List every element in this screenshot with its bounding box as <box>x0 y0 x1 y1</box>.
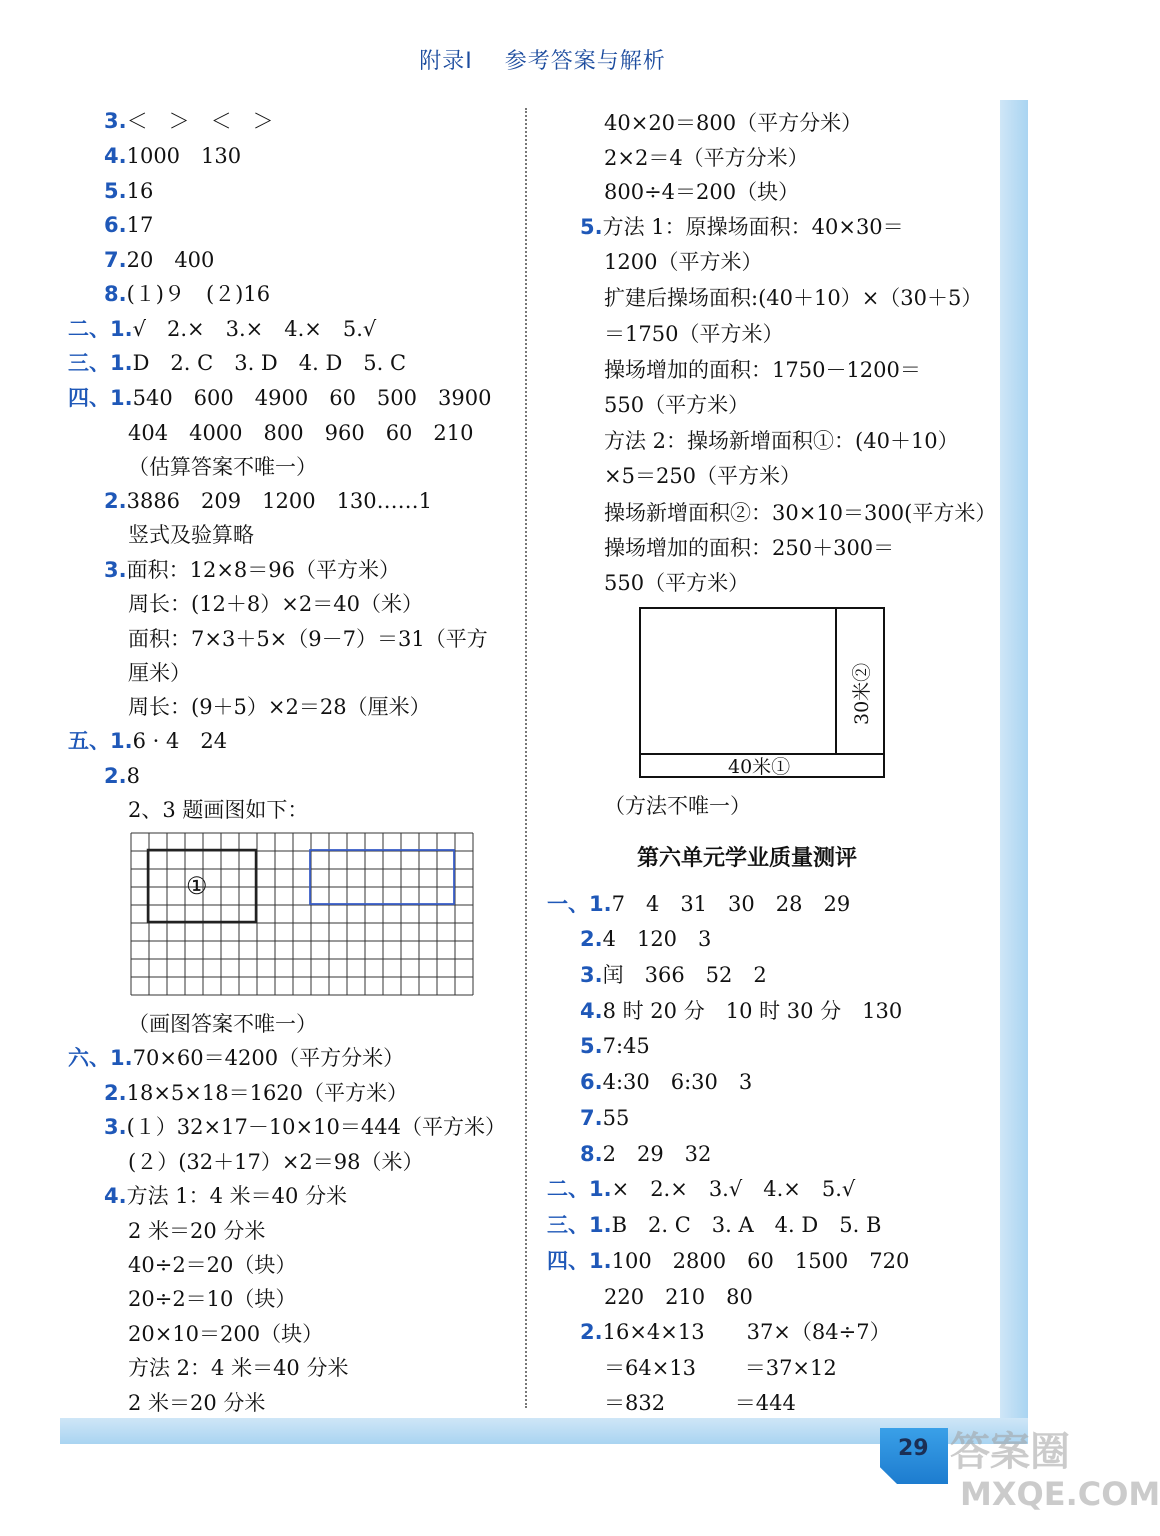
answer-text: 4 120 3 <box>602 927 712 951</box>
answer-text: 17 <box>126 213 154 237</box>
answer-text: 厘米） <box>128 661 191 685</box>
answer-text: 方法 2：操场新增面积①：(40＋10） <box>604 429 959 453</box>
question-number: 2. <box>580 1320 603 1344</box>
answer-text: √ 2.× 3.× 4.× 5.√ <box>132 317 377 341</box>
grid-figure <box>130 832 476 994</box>
right-line <box>604 570 749 596</box>
question-number: 1. <box>589 1177 612 1201</box>
answer-text: ＝64×13 ＝37×12 <box>604 1356 837 1380</box>
answer-text: (１)９ (２)16 <box>126 282 271 306</box>
right-line <box>580 1319 891 1345</box>
answer-text: 竖式及验算略 <box>128 523 254 547</box>
left-line <box>128 1011 317 1037</box>
answer-text: 40×20＝800（平方分米） <box>604 111 863 135</box>
right-line <box>604 392 749 418</box>
left-line <box>128 1390 265 1416</box>
answer-text: 周长：(12＋8）×2＝40（米） <box>128 592 423 616</box>
answer-text: 540 600 4900 60 500 3900 <box>132 386 492 410</box>
grid-shape-label: ① <box>186 872 208 900</box>
playground-diagram <box>636 605 888 781</box>
left-line <box>104 212 153 238</box>
section-marker: 四、 <box>68 386 110 410</box>
question-number: 1. <box>110 386 133 410</box>
answer-text: 方法 2：4 米＝40 分米 <box>128 1356 349 1380</box>
right-line <box>604 1390 796 1416</box>
answer-text: 方法 1：原操场面积：40×30＝ <box>602 215 904 239</box>
label-40m: 40米① <box>728 756 791 778</box>
answer-text: 2 米＝20 分米 <box>128 1391 266 1415</box>
answer-text: 闰 366 52 2 <box>602 963 767 987</box>
right-line <box>604 793 751 819</box>
answer-text: 550（平方米） <box>604 571 750 595</box>
answer-text: 2×2＝4（平方分米） <box>604 146 809 170</box>
answer-text: 方法 1：4 米＝40 分米 <box>126 1184 348 1208</box>
right-line <box>580 214 904 240</box>
right-line <box>604 179 799 205</box>
question-number: 1. <box>110 351 133 375</box>
appendix-label: 附录Ⅰ <box>419 49 473 74</box>
left-line <box>128 420 474 446</box>
answer-text: 3886 209 1200 130……1 <box>126 489 433 513</box>
answer-text: 7:45 <box>602 1034 650 1058</box>
answer-text: 扩建后操场面积:(40＋10）×（30＋5） <box>604 286 983 310</box>
left-line <box>128 1218 265 1244</box>
right-line <box>604 500 996 526</box>
right-line <box>604 357 921 383</box>
question-number: 7. <box>104 248 127 272</box>
page-edge-right <box>1000 100 1028 1430</box>
section-marker: 二、 <box>547 1177 589 1201</box>
right-line <box>580 998 902 1024</box>
right-line <box>604 249 762 275</box>
left-line <box>68 350 406 376</box>
answer-text: （画图答案不唯一） <box>128 1012 317 1036</box>
left-line <box>128 797 308 823</box>
answer-text: 16 <box>126 179 154 203</box>
right-line <box>580 1141 711 1167</box>
answer-text: 100 2800 60 1500 720 <box>611 1249 910 1273</box>
right-line <box>604 535 894 561</box>
answer-text: 4:30 6:30 3 <box>602 1070 753 1094</box>
answer-text: 周长：(9＋5）×2＝28（厘米） <box>128 695 431 719</box>
section-marker: 三、 <box>68 351 110 375</box>
question-number: 4. <box>580 999 603 1023</box>
right-line <box>580 962 767 988</box>
left-line <box>128 591 423 617</box>
question-number: 6. <box>580 1070 603 1094</box>
answer-text: 操场增加的面积：1750－1200＝ <box>604 358 921 382</box>
answer-text: 2 29 32 <box>602 1142 712 1166</box>
answer-text: 20×10＝200（块） <box>128 1322 324 1346</box>
right-line <box>604 428 959 454</box>
right-line <box>547 891 850 917</box>
label-30m: 30米② <box>851 662 873 725</box>
answer-text: (１）32×17－10×10＝444（平方米） <box>126 1115 506 1139</box>
question-number: 5. <box>580 215 603 239</box>
section-marker: 三、 <box>547 1213 589 1237</box>
right-line <box>580 926 711 952</box>
answer-text: ×5＝250（平方米） <box>604 464 802 488</box>
answer-text: 404 4000 800 960 60 210 <box>128 421 474 445</box>
left-line <box>128 626 488 652</box>
left-line <box>128 522 254 548</box>
question-number: 2. <box>104 489 127 513</box>
question-number: 5. <box>104 179 127 203</box>
question-number: 1. <box>110 729 133 753</box>
right-line <box>604 1355 837 1381</box>
right-line <box>547 1248 909 1274</box>
left-line <box>128 1286 296 1312</box>
page-header <box>0 44 1085 75</box>
section-marker: 一、 <box>547 892 589 916</box>
grid-shape-2 <box>310 850 454 904</box>
right-line <box>604 1284 753 1310</box>
left-line <box>104 281 270 307</box>
answer-text: 550（平方米） <box>604 393 750 417</box>
right-line <box>604 285 982 311</box>
answer-text: 20 400 <box>126 248 215 272</box>
section-marker: 六、 <box>68 1046 110 1070</box>
left-line <box>68 316 376 342</box>
question-number: 2. <box>104 764 127 788</box>
question-number: 1. <box>589 1213 612 1237</box>
watermark-text: 答案圈 <box>950 1429 1070 1475</box>
grid-lines <box>131 833 473 995</box>
left-line <box>128 454 317 480</box>
page-number: 29 <box>898 1436 929 1461</box>
section-marker: 二、 <box>68 317 110 341</box>
right-line <box>580 1105 629 1131</box>
question-number: 4. <box>104 1184 127 1208</box>
left-line <box>104 108 274 134</box>
right-line <box>547 1176 855 1202</box>
left-line <box>104 1114 506 1140</box>
answer-text: 6 · 4 24 <box>132 729 228 753</box>
question-number: 3. <box>580 963 603 987</box>
answer-text: 8 时 20 分 10 时 30 分 130 <box>602 999 903 1023</box>
right-line <box>604 321 783 347</box>
question-number: 3. <box>104 109 127 133</box>
answer-text: ＜ ＞ ＜ ＞ <box>126 109 274 133</box>
left-line <box>128 660 191 686</box>
answer-text: 8 <box>126 764 140 788</box>
left-line <box>104 763 140 789</box>
answer-text: 2、3 题画图如下： <box>128 798 309 822</box>
answer-text: 800÷4＝200（块） <box>604 180 800 204</box>
question-number: 5. <box>580 1034 603 1058</box>
question-number: 3. <box>104 1115 127 1139</box>
right-line <box>580 1069 752 1095</box>
question-number: 2. <box>580 927 603 951</box>
left-line <box>128 1355 348 1381</box>
header-title: 参考答案与解析 <box>504 49 666 74</box>
answer-text: 操场增加的面积：250＋300＝ <box>604 536 895 560</box>
right-line <box>580 1033 650 1059</box>
left-line <box>104 143 241 169</box>
answer-text: 操场新增面积②：30×10＝300(平方米） <box>604 501 997 525</box>
question-number: 1. <box>110 1046 133 1070</box>
answer-text: 16×4×13 37×（84÷7） <box>602 1320 891 1344</box>
answer-text: （估算答案不唯一） <box>128 455 317 479</box>
answer-text: 20÷2＝10（块） <box>128 1287 297 1311</box>
unit-title: 第六单元学业质量测评 <box>637 846 858 871</box>
column-divider <box>525 108 527 1408</box>
left-line <box>128 1149 424 1175</box>
section-marker: 四、 <box>547 1249 589 1273</box>
left-line <box>104 247 214 273</box>
left-line <box>104 1183 347 1209</box>
answer-text: ＝1750（平方米） <box>604 322 784 346</box>
question-number: 3. <box>104 558 127 582</box>
left-line <box>68 1045 404 1071</box>
left-line <box>104 178 153 204</box>
question-number: 8. <box>580 1142 603 1166</box>
question-number: 1. <box>110 317 133 341</box>
answer-text: 70×60＝4200（平方分米） <box>132 1046 405 1070</box>
answer-text: 220 210 80 <box>604 1285 753 1309</box>
left-line <box>104 1080 408 1106</box>
answer-text: 面积：12×8＝96（平方米） <box>126 558 400 582</box>
question-number: 8. <box>104 282 127 306</box>
answer-text: 18×5×18＝1620（平方米） <box>126 1081 409 1105</box>
left-line <box>104 488 432 514</box>
left-line <box>128 694 431 720</box>
question-number: 1. <box>589 892 612 916</box>
original-field <box>640 608 836 754</box>
answer-text: 7 4 31 30 28 29 <box>611 892 851 916</box>
right-line <box>604 110 862 136</box>
answer-text: B 2. C 3. A 4. D 5. B <box>611 1213 882 1237</box>
left-line <box>68 385 491 411</box>
answer-text: (２）(32＋17）×2＝98（米） <box>128 1150 424 1174</box>
section-marker: 五、 <box>68 729 110 753</box>
answer-text: 2 米＝20 分米 <box>128 1219 266 1243</box>
watermark-url: MXQE.COM <box>960 1475 1160 1513</box>
answer-text: D 2. C 3. D 4. D 5. C <box>132 351 407 375</box>
right-line <box>547 1212 881 1238</box>
answer-text: 面积：7×3＋5×（9－7）＝31（平方 <box>128 627 488 651</box>
answer-text: × 2.× 3.√ 4.× 5.√ <box>611 1177 856 1201</box>
right-line <box>604 463 801 489</box>
question-number: 2. <box>104 1081 127 1105</box>
answer-text: 55 <box>602 1106 630 1130</box>
right-line <box>604 145 809 171</box>
answer-text: 1000 130 <box>126 144 242 168</box>
left-line <box>104 557 400 583</box>
left-line <box>128 1321 323 1347</box>
question-number: 1. <box>589 1249 612 1273</box>
question-number: 4. <box>104 144 127 168</box>
question-number: 6. <box>104 213 127 237</box>
left-line <box>68 728 227 754</box>
answer-text: ＝832 ＝444 <box>604 1391 796 1415</box>
left-line <box>128 1252 296 1278</box>
answer-text: 40÷2＝20（块） <box>128 1253 297 1277</box>
answer-text: 1200（平方米） <box>604 250 763 274</box>
answer-text: （方法不唯一） <box>604 794 751 818</box>
question-number: 7. <box>580 1106 603 1130</box>
